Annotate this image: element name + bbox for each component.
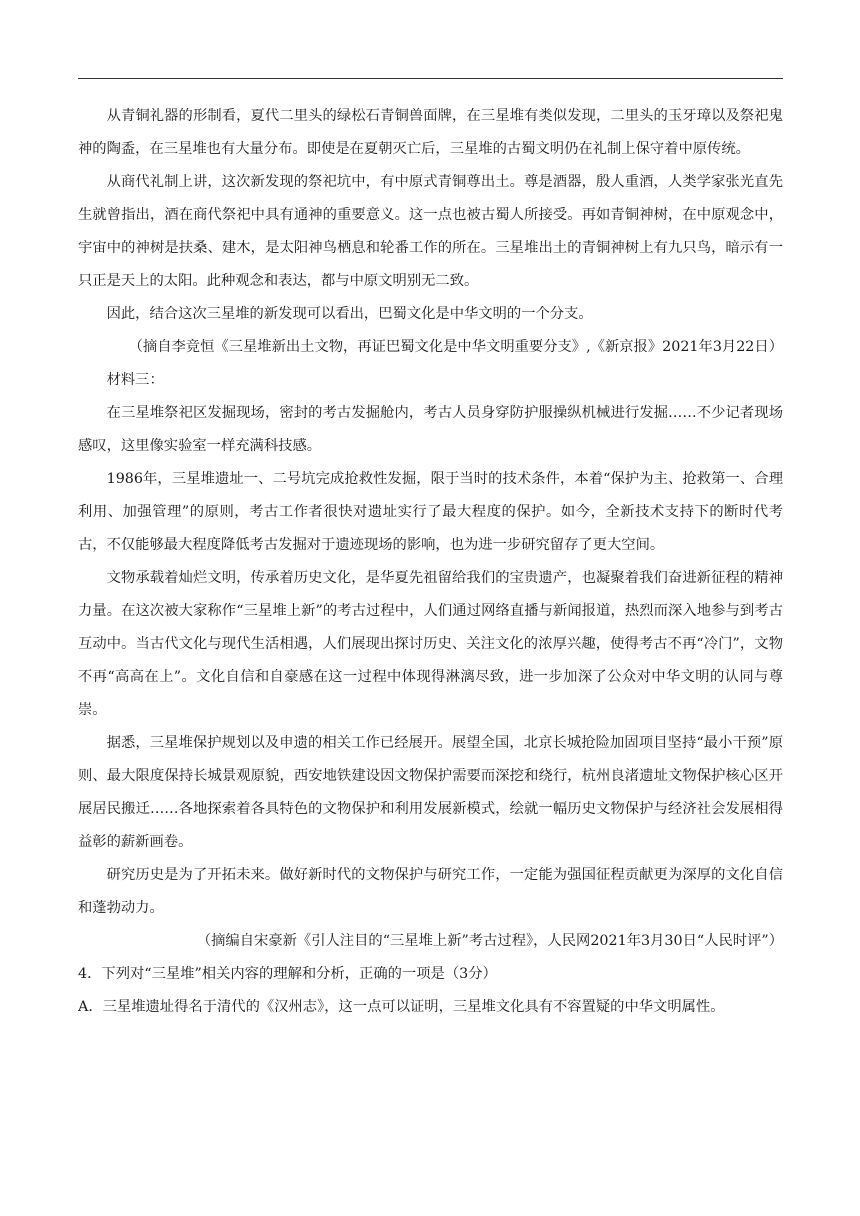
paragraph: 从青铜礼器的形制看，夏代二里头的绿松石青铜兽面牌，在三星堆有类似发现，二里头的玉牙璋以及祭祀鬼神的陶盉，在三星堆也有大量分布。即使是在夏朝灭亡后，三星堆的古蜀文明仍在礼制上保守着中原传统。	[78, 108, 783, 157]
paragraph: 从商代礼制上讲，这次新发现的祭祀坑中，有中原式青铜尊出土。尊是酒器，殷人重酒，人类学家张光直先生就曾指出，酒在商代祭祀中具有通神的重要意义。这一点也被古蜀人所接受。再如青铜神树，在中原观念中，宇宙中的神树是扶桑、建木，是太阳神鸟栖息和轮番工作的所在。三星堆出土的青铜神树上有九只鸟，暗示有一只正是天上的太阳。此种观念和表达，都与中原文明别无二致。	[78, 174, 783, 289]
source-citation: （摘编自宋豪新《引人注目的“三星堆上新”考古过程》，人民网2021年3月30日“人民时评”）	[196, 933, 783, 949]
document-body	[78, 100, 783, 1024]
paragraph: 文物承载着灿烂文明，传承着历史文化，是华夏先祖留给我们的宝贵遗产，也凝聚着我们奋进新征程的精神力量。在这次被大家称作“三星堆上新”的考古过程中，人们通过网络直播与新闻报道，热烈而深入地参与到考古互动中。当古代文化与现代生活相遇，人们展现出探讨历史、关注文化的浓厚兴趣，使得考古不再“冷门”，文物不再“高高在上”。文化自信和自豪感在这一过程中体现得淋漓尽致，进一步加深了公众对中华文明的认同与尊崇。	[78, 570, 783, 718]
header-rule	[78, 78, 783, 79]
question-option-a: A．三星堆遗址得名于清代的《汉州志》，这一点可以证明，三星堆文化具有不容置疑的中华文明属性。	[78, 999, 725, 1015]
paragraph: 因此，结合这次三星堆的新发现可以看出，巴蜀文化是中华文明的一个分支。	[106, 306, 593, 322]
paragraph: 1986年，三星堆遗址一、二号坑完成抢救性发掘，限于当时的技术条件，本着“保护为主、抢救第一、合理利用、加强管理”的原则，考古工作者很快对遗址实行了最大程度的保护。如今，全新技术支持下的断时代考古，不仅能够最大程度降低考古发掘对于遗迹现场的影响，也为进一步研究留存了更大空间。	[78, 471, 783, 553]
paragraph: 在三星堆祭祀区发掘现场，密封的考古发掘舱内，考古人员身穿防护服操纵机械进行发掘……不少记者现场感叹，这里像实验室一样充满科技感。	[78, 405, 783, 454]
paragraph: 研究历史是为了开拓未来。做好新时代的文物保护与研究工作，一定能为强国征程贡献更为深厚的文化自信和蓬勃动力。	[78, 867, 783, 916]
question-stem: 4．下列对“三星堆”相关内容的理解和分析，正确的一项是（3分）	[78, 966, 497, 982]
source-citation: （摘自李竞恒《三星堆新出土文物，再证巴蜀文化是中华文明重要分支》,《新京报》2021年3月22日）	[128, 339, 783, 355]
section-heading: 材料三：	[106, 372, 164, 388]
paragraph: 据悉，三星堆保护规划以及申遗的相关工作已经展开。展望全国，北京长城抢险加固项目坚持“最小干预”原则、最大限度保持长城景观原貌，西安地铁建设因文物保护需要而深挖和绕行，杭州良渚遗址文物保护核心区开展居民搬迁……各地探索着各具特色的文物保护和利用发展新模式，绘就一幅历史文物保护与经济社会发展相得益彰的薪新画卷。	[78, 735, 783, 850]
